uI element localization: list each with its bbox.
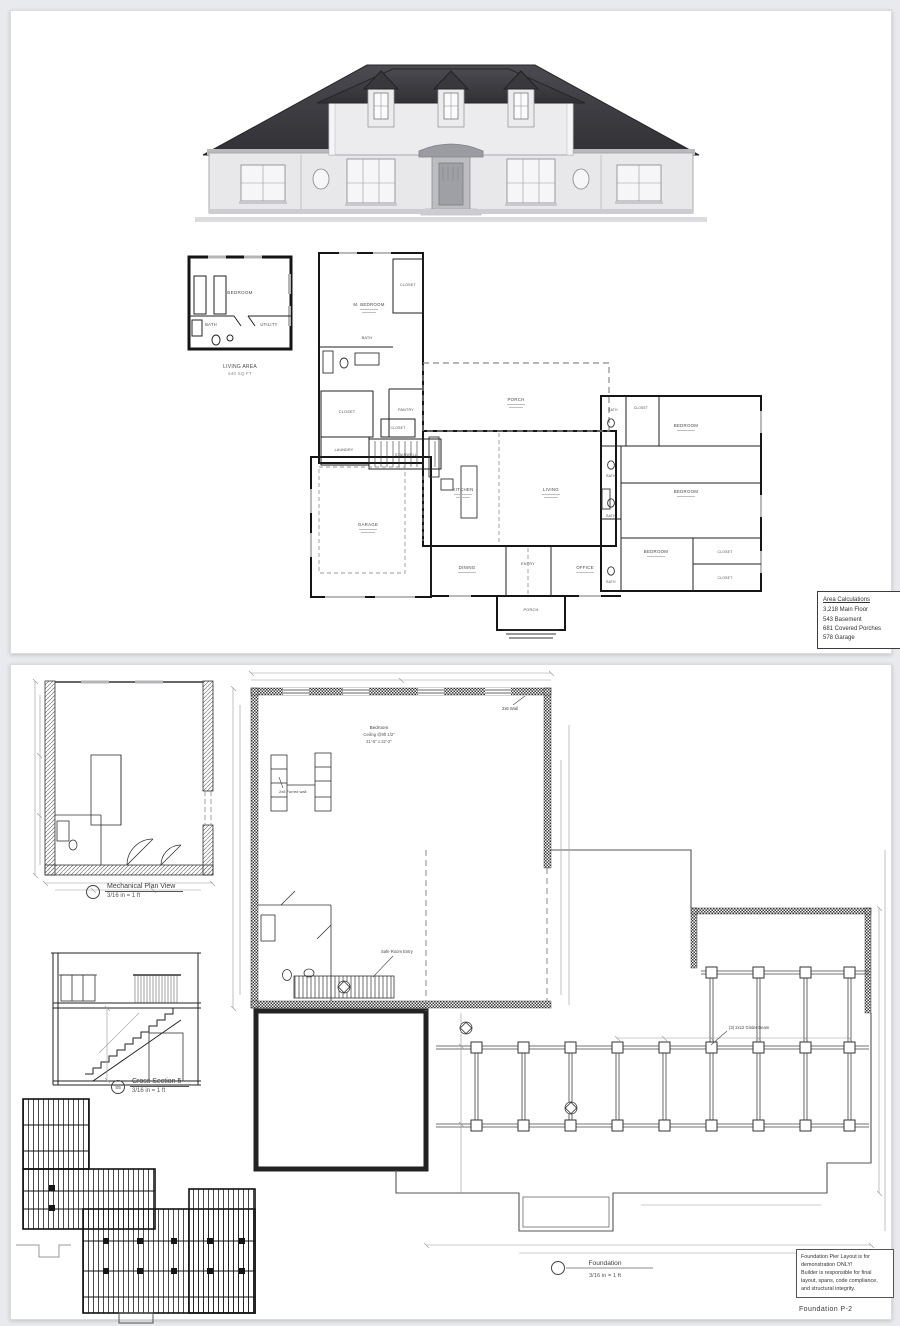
svg-text:PORCH: PORCH [507,397,525,402]
svg-text:BATH: BATH [608,408,618,412]
svg-text:GARAGE: GARAGE [357,522,379,527]
svg-text:2x6 Furred wall: 2x6 Furred wall [279,789,307,794]
svg-text:BATH: BATH [606,474,616,478]
svg-text:LIVING: LIVING [543,487,559,492]
view-marker-icon [86,885,100,899]
view-scale: 3/16 in = 1 ft [107,893,141,899]
svg-text:BEDROOM: BEDROOM [227,290,253,295]
view-title: Mechanical Plan View [105,883,183,892]
svg-text:LIVING AREA: LIVING AREA [223,364,257,370]
sheet-number: Foundation P-2 [799,1306,853,1313]
svg-text:STAIRWELL: STAIRWELL [394,453,418,457]
sheet-2-foundation [10,664,892,1320]
svg-text:CLOSET: CLOSET [633,406,649,410]
svg-text:OFFICE: OFFICE [576,565,594,570]
svg-text:UTILITY: UTILITY [260,322,278,327]
svg-text:BATH: BATH [205,322,217,327]
svg-text:BATH: BATH [361,336,373,340]
cross-section-label [111,1078,189,1094]
svg-text:Foundation: Foundation [588,1260,622,1267]
view-scale: 3/16 in = 1 ft [132,1088,166,1094]
svg-text:BATH: BATH [606,580,616,584]
svg-text:3/16 in = 1 ft: 3/16 in = 1 ft [588,1273,622,1279]
svg-text:21'-6" x 22'-2": 21'-6" x 22'-2" [366,739,392,744]
svg-text:BEDROOM: BEDROOM [643,549,669,554]
svg-text:CLOSET: CLOSET [717,550,733,554]
view-title: Cross Section 5 [130,1078,189,1087]
house-elevation-rendering [181,31,721,231]
area-calc-line: 578 Garage [823,635,855,642]
section-marker-icon: S5 [111,1080,125,1094]
area-calc-line: 681 Covered Porches [823,625,882,632]
svg-text:BATH: BATH [606,514,616,518]
svg-text:CLOSET: CLOSET [400,283,416,287]
svg-text:ENTRY: ENTRY [520,562,536,566]
svg-text:CLOSET: CLOSET [717,576,733,580]
svg-text:PORCH: PORCH [523,608,539,612]
area-calc-line: 3,218 Main Floor [823,607,869,614]
svg-text:LAUNDRY: LAUNDRY [334,448,354,452]
svg-text:(3) 2x12 Girder Beam: (3) 2x12 Girder Beam [729,1025,770,1030]
svg-text:2x6 Wall: 2x6 Wall [502,706,518,711]
mechanical-plan-label [86,883,183,899]
svg-text:CLOSET: CLOSET [338,410,356,414]
svg-text:M. BEDROOM: M. BEDROOM [353,302,385,307]
cross-section-drawing [41,923,211,1093]
foundation-plan-drawing [221,665,891,1310]
basement-living-area-plan [186,254,296,389]
foundation-plan-label [552,1260,654,1279]
area-calculations-box [817,591,900,649]
area-calc-title: Area Calculations [823,597,871,603]
svg-text:BEDROOM: BEDROOM [673,489,699,494]
foundation-disclaimer-note: Foundation Pier Layout is for demonstration ONLY! Builder is responsible for final layout, spans, code compliance, and structural integrity. [796,1249,894,1298]
svg-text:CLOSET: CLOSET [390,426,406,430]
svg-text:540 SQ FT: 540 SQ FT [228,371,252,376]
main-floor-plan [311,251,766,646]
svg-text:PANTRY: PANTRY [398,408,414,412]
svg-text:Ceiling @9ft 1/2": Ceiling @9ft 1/2" [363,732,395,737]
svg-text:BEDROOM: BEDROOM [673,423,699,428]
area-calc-line: 543 Basement [823,616,862,623]
sheet-1-floor-plans [10,10,892,654]
svg-text:Safe Room Entry: Safe Room Entry [381,949,413,954]
mechanical-plan-view-drawing [31,675,231,910]
svg-text:KITCHEN: KITCHEN [452,487,474,492]
svg-text:DINING: DINING [458,565,476,570]
svg-text:Bedroom: Bedroom [369,725,389,730]
